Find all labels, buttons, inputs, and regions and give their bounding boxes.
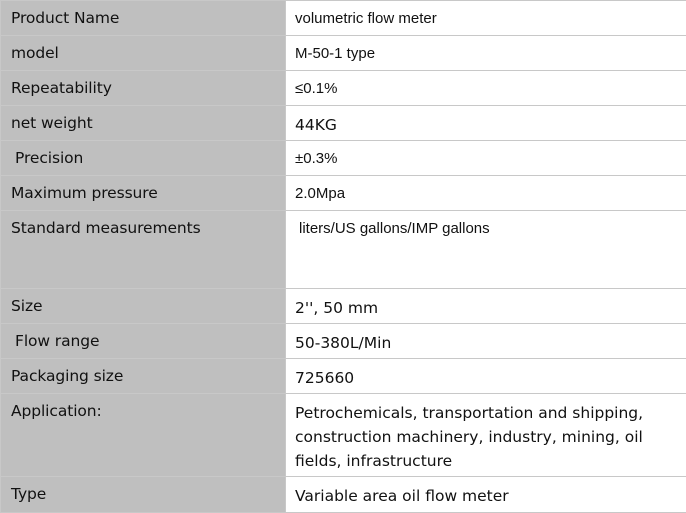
table-row xyxy=(1,359,686,394)
row-label: Repeatability xyxy=(1,71,286,106)
row-label: Size xyxy=(1,289,286,324)
row-value: M-50-1 type xyxy=(286,36,686,71)
table-row xyxy=(1,1,686,36)
row-label-text: Precision xyxy=(15,149,84,167)
table-row xyxy=(1,36,686,71)
row-label: Product Name xyxy=(1,1,286,36)
row-label: model xyxy=(1,36,286,71)
table-row xyxy=(1,477,686,513)
row-value: Variable area oil flow meter xyxy=(286,477,686,513)
row-value: ±0.3% xyxy=(286,141,686,176)
row-value xyxy=(286,211,686,289)
table-row xyxy=(1,141,686,176)
row-label: Standard measurements xyxy=(1,211,286,289)
row-label xyxy=(1,141,286,176)
table-row xyxy=(1,394,686,477)
row-value: 2'', 50 mm xyxy=(286,289,686,324)
row-value: volumetric flow meter xyxy=(286,1,686,36)
row-label: net weight xyxy=(1,106,286,141)
row-label-text: Flow range xyxy=(15,332,100,350)
row-value-text: liters/US gallons/IMP gallons xyxy=(299,220,490,237)
table-row xyxy=(1,324,686,359)
row-value: ≤0.1% xyxy=(286,71,686,106)
row-label: Maximum pressure xyxy=(1,176,286,211)
row-label: Packaging size xyxy=(1,359,286,394)
row-label xyxy=(1,324,286,359)
row-value: 44KG xyxy=(286,106,686,141)
row-label: Application: xyxy=(1,394,286,477)
row-value: 725660 xyxy=(286,359,686,394)
table-row xyxy=(1,211,686,289)
table-row xyxy=(1,289,686,324)
row-label: Type xyxy=(1,477,286,513)
table-row xyxy=(1,71,686,106)
table-row xyxy=(1,106,686,141)
row-value: 50-380L/Min xyxy=(286,324,686,359)
row-value: Petrochemicals, transportation and shipping, construction machinery, industry, mining, oil fields, infrastructure xyxy=(286,394,686,477)
row-value: 2.0Mpa xyxy=(286,176,686,211)
table-row xyxy=(1,176,686,211)
